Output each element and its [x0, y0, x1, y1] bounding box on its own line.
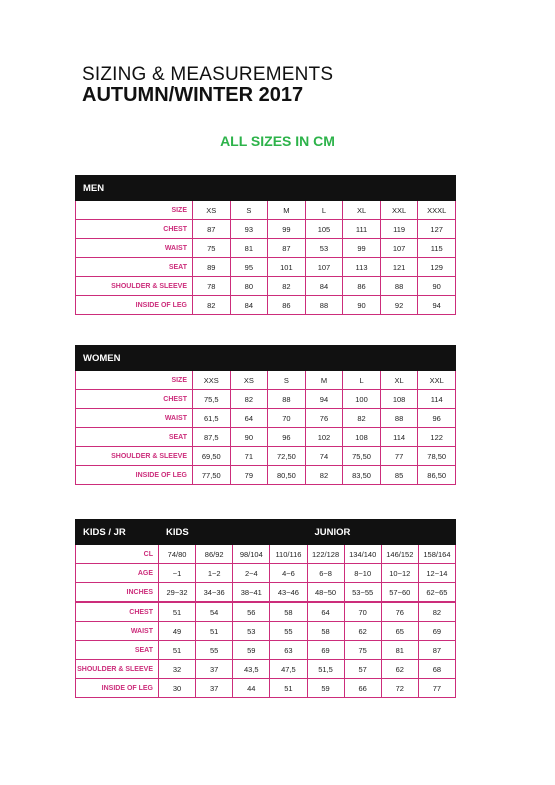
- size-value-cell: 96: [268, 428, 306, 447]
- size-value-cell: 114: [380, 428, 418, 447]
- size-value-cell: 74/80: [159, 545, 196, 564]
- size-value-cell: XXXL: [418, 201, 456, 220]
- size-value-cell: 32: [159, 660, 196, 679]
- size-value-cell: 75,5: [193, 390, 231, 409]
- size-value-cell: 57~60: [381, 583, 418, 603]
- size-value-cell: XS: [230, 371, 268, 390]
- size-value-cell: 87,5: [193, 428, 231, 447]
- size-value-cell: 51: [196, 622, 233, 641]
- size-value-cell: 158/164: [418, 545, 455, 564]
- size-value-cell: 58: [307, 622, 344, 641]
- size-value-cell: 113: [343, 258, 381, 277]
- size-value-cell: 55: [196, 641, 233, 660]
- size-value-cell: 90: [230, 428, 268, 447]
- size-value-cell: S: [230, 201, 268, 220]
- men-heading: MEN: [76, 176, 456, 201]
- size-value-cell: 115: [418, 239, 456, 258]
- size-value-cell: 89: [193, 258, 231, 277]
- size-value-cell: 94: [418, 296, 456, 315]
- women-table-header: [76, 346, 456, 371]
- row-label: INSIDE OF LEG: [76, 466, 193, 485]
- women-table-row: [76, 390, 456, 409]
- size-value-cell: 82: [418, 602, 455, 622]
- size-value-cell: 129: [418, 258, 456, 277]
- size-value-cell: 98/104: [233, 545, 270, 564]
- size-value-cell: 111: [343, 220, 381, 239]
- size-value-cell: 10~12: [381, 564, 418, 583]
- size-value-cell: L: [343, 371, 381, 390]
- size-value-cell: M: [268, 201, 306, 220]
- size-value-cell: 74: [305, 447, 343, 466]
- size-value-cell: 83,50: [343, 466, 381, 485]
- size-value-cell: 121: [380, 258, 418, 277]
- size-value-cell: 87: [418, 641, 455, 660]
- size-value-cell: 70: [344, 602, 381, 622]
- size-value-cell: 102: [305, 428, 343, 447]
- size-value-cell: 82: [230, 390, 268, 409]
- women-heading: WOMEN: [76, 346, 456, 371]
- women-table-row: [76, 428, 456, 447]
- size-value-cell: 51: [159, 602, 196, 622]
- size-value-cell: 65: [381, 622, 418, 641]
- size-value-cell: 92: [380, 296, 418, 315]
- size-value-cell: 76: [381, 602, 418, 622]
- size-value-cell: 95: [230, 258, 268, 277]
- size-value-cell: 119: [380, 220, 418, 239]
- size-value-cell: 90: [418, 277, 456, 296]
- kids-table-row: [76, 679, 456, 698]
- size-value-cell: 71: [230, 447, 268, 466]
- row-label: CHEST: [76, 220, 193, 239]
- size-value-cell: 122/128: [307, 545, 344, 564]
- size-value-cell: 86,50: [418, 466, 456, 485]
- size-value-cell: 37: [196, 679, 233, 698]
- size-value-cell: XXL: [380, 201, 418, 220]
- size-value-cell: 84: [305, 277, 343, 296]
- size-value-cell: 94: [305, 390, 343, 409]
- size-value-cell: 61,5: [193, 409, 231, 428]
- size-value-cell: 72,50: [268, 447, 306, 466]
- kids-table-row: [76, 622, 456, 641]
- size-value-cell: 76: [305, 409, 343, 428]
- kids-table-row: [76, 583, 456, 603]
- women-size-table: [75, 345, 456, 485]
- size-value-cell: 44: [233, 679, 270, 698]
- size-value-cell: 4~6: [270, 564, 307, 583]
- women-table-row: [76, 371, 456, 390]
- size-value-cell: 77: [380, 447, 418, 466]
- size-value-cell: 75: [344, 641, 381, 660]
- size-value-cell: 114: [418, 390, 456, 409]
- size-value-cell: 77: [418, 679, 455, 698]
- men-table-row: [76, 220, 456, 239]
- row-label: SHOULDER & SLEEVE: [76, 447, 193, 466]
- size-value-cell: 93: [230, 220, 268, 239]
- size-value-cell: 72: [381, 679, 418, 698]
- size-value-cell: 68: [418, 660, 455, 679]
- size-value-cell: 70: [268, 409, 306, 428]
- men-size-table: [75, 175, 456, 315]
- size-value-cell: 107: [305, 258, 343, 277]
- row-label: INSIDE OF LEG: [76, 296, 193, 315]
- size-value-cell: S: [268, 371, 306, 390]
- kids-heading: KIDS: [159, 520, 308, 545]
- size-value-cell: 51,5: [307, 660, 344, 679]
- size-value-cell: 37: [196, 660, 233, 679]
- size-value-cell: L: [305, 201, 343, 220]
- units-subtitle: ALL SIZES IN CM: [220, 133, 335, 149]
- size-value-cell: 82: [343, 409, 381, 428]
- size-value-cell: 38~41: [233, 583, 270, 603]
- men-table-row: [76, 296, 456, 315]
- size-value-cell: 88: [380, 409, 418, 428]
- size-value-cell: 81: [381, 641, 418, 660]
- row-label: CHEST: [76, 602, 159, 622]
- size-value-cell: 64: [230, 409, 268, 428]
- size-value-cell: 49: [159, 622, 196, 641]
- size-value-cell: 134/140: [344, 545, 381, 564]
- size-value-cell: XXL: [418, 371, 456, 390]
- size-value-cell: 51: [270, 679, 307, 698]
- size-value-cell: 59: [307, 679, 344, 698]
- size-value-cell: ~1: [159, 564, 196, 583]
- size-value-cell: 101: [268, 258, 306, 277]
- size-value-cell: 146/152: [381, 545, 418, 564]
- size-value-cell: 58: [270, 602, 307, 622]
- women-table-row: [76, 409, 456, 428]
- size-value-cell: 62: [344, 622, 381, 641]
- size-value-cell: 69,50: [193, 447, 231, 466]
- size-value-cell: 53: [305, 239, 343, 258]
- size-value-cell: XL: [380, 371, 418, 390]
- size-value-cell: 53: [233, 622, 270, 641]
- size-value-cell: 99: [268, 220, 306, 239]
- size-value-cell: 86: [343, 277, 381, 296]
- size-value-cell: 108: [380, 390, 418, 409]
- junior-heading: JUNIOR: [307, 520, 456, 545]
- size-value-cell: 105: [305, 220, 343, 239]
- size-value-cell: 69: [418, 622, 455, 641]
- size-value-cell: 55: [270, 622, 307, 641]
- size-value-cell: 1~2: [196, 564, 233, 583]
- size-value-cell: 51: [159, 641, 196, 660]
- size-value-cell: 2~4: [233, 564, 270, 583]
- size-value-cell: 88: [305, 296, 343, 315]
- size-value-cell: 47,5: [270, 660, 307, 679]
- row-label: CL: [76, 545, 159, 564]
- size-value-cell: 79: [230, 466, 268, 485]
- size-value-cell: XXS: [193, 371, 231, 390]
- title-line-1: SIZING & MEASUREMENTS: [82, 64, 334, 85]
- size-value-cell: 80,50: [268, 466, 306, 485]
- row-label: AGE: [76, 564, 159, 583]
- size-value-cell: 85: [380, 466, 418, 485]
- size-value-cell: 48~50: [307, 583, 344, 603]
- size-value-cell: 77,50: [193, 466, 231, 485]
- size-value-cell: 34~36: [196, 583, 233, 603]
- size-value-cell: 82: [305, 466, 343, 485]
- kids-jr-heading: KIDS / JR: [76, 520, 159, 545]
- size-value-cell: 78: [193, 277, 231, 296]
- size-value-cell: 57: [344, 660, 381, 679]
- size-value-cell: 87: [193, 220, 231, 239]
- size-value-cell: 62~65: [418, 583, 455, 603]
- size-value-cell: 30: [159, 679, 196, 698]
- size-value-cell: 96: [418, 409, 456, 428]
- size-value-cell: 78,50: [418, 447, 456, 466]
- kids-table-row: [76, 545, 456, 564]
- page-title: [82, 64, 333, 106]
- row-label: WAIST: [76, 409, 193, 428]
- kids-table-row: [76, 660, 456, 679]
- size-value-cell: 86: [268, 296, 306, 315]
- row-label: SEAT: [76, 641, 159, 660]
- size-value-cell: 90: [343, 296, 381, 315]
- size-value-cell: 56: [233, 602, 270, 622]
- size-value-cell: 75: [193, 239, 231, 258]
- kids-table-row: [76, 564, 456, 583]
- row-label: SHOULDER & SLEEVE: [76, 277, 193, 296]
- men-table-row: [76, 277, 456, 296]
- row-label: SIZE: [76, 371, 193, 390]
- size-value-cell: 6~8: [307, 564, 344, 583]
- size-value-cell: 86/92: [196, 545, 233, 564]
- women-table-row: [76, 466, 456, 485]
- size-value-cell: 88: [268, 390, 306, 409]
- size-value-cell: 100: [343, 390, 381, 409]
- title-line-2: AUTUMN/WINTER 2017: [82, 84, 304, 106]
- men-table-row: [76, 239, 456, 258]
- size-value-cell: 122: [418, 428, 456, 447]
- men-table-row: [76, 258, 456, 277]
- kids-size-table: [75, 519, 456, 698]
- size-value-cell: 107: [380, 239, 418, 258]
- size-value-cell: 87: [268, 239, 306, 258]
- row-label: INCHES: [76, 583, 159, 603]
- size-value-cell: 80: [230, 277, 268, 296]
- size-value-cell: 110/116: [270, 545, 307, 564]
- size-value-cell: 29~32: [159, 583, 196, 603]
- size-value-cell: 81: [230, 239, 268, 258]
- size-value-cell: 43~46: [270, 583, 307, 603]
- row-label: WAIST: [76, 239, 193, 258]
- row-label: SHOULDER & SLEEVE: [76, 660, 159, 679]
- size-value-cell: 62: [381, 660, 418, 679]
- kids-table-row: [76, 602, 456, 622]
- size-value-cell: 84: [230, 296, 268, 315]
- size-value-cell: 53~55: [344, 583, 381, 603]
- size-value-cell: 127: [418, 220, 456, 239]
- size-value-cell: 82: [268, 277, 306, 296]
- row-label: INSIDE OF LEG: [76, 679, 159, 698]
- row-label: SEAT: [76, 258, 193, 277]
- women-table-row: [76, 447, 456, 466]
- size-value-cell: 82: [193, 296, 231, 315]
- men-table-row: [76, 201, 456, 220]
- size-value-cell: XL: [343, 201, 381, 220]
- size-value-cell: 75,50: [343, 447, 381, 466]
- kids-table-row: [76, 641, 456, 660]
- size-value-cell: 8~10: [344, 564, 381, 583]
- row-label: CHEST: [76, 390, 193, 409]
- row-label: SIZE: [76, 201, 193, 220]
- size-value-cell: XS: [193, 201, 231, 220]
- men-table-header: [76, 176, 456, 201]
- row-label: WAIST: [76, 622, 159, 641]
- row-label: SEAT: [76, 428, 193, 447]
- size-value-cell: 63: [270, 641, 307, 660]
- size-value-cell: 69: [307, 641, 344, 660]
- kids-table-header: [76, 520, 456, 545]
- size-value-cell: 64: [307, 602, 344, 622]
- size-value-cell: 59: [233, 641, 270, 660]
- size-value-cell: 99: [343, 239, 381, 258]
- size-value-cell: 88: [380, 277, 418, 296]
- size-value-cell: M: [305, 371, 343, 390]
- size-value-cell: 54: [196, 602, 233, 622]
- size-value-cell: 12~14: [418, 564, 455, 583]
- size-value-cell: 66: [344, 679, 381, 698]
- size-value-cell: 108: [343, 428, 381, 447]
- size-value-cell: 43,5: [233, 660, 270, 679]
